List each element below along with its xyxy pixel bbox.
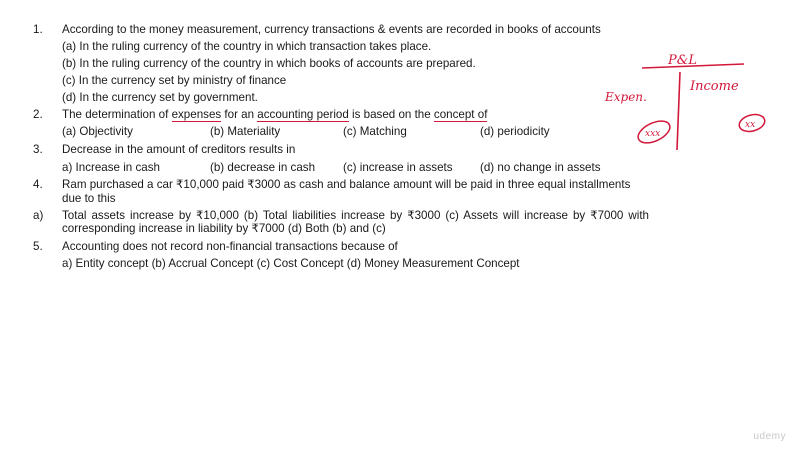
left-circle (635, 117, 673, 148)
text-part: is based on the (348, 108, 434, 121)
option-b: (b) decrease in cash (210, 161, 316, 174)
annotation-header: P&L (668, 53, 697, 68)
t-account-top-line (642, 64, 744, 68)
question-number: 2. (33, 108, 43, 121)
answer-label: a) (33, 209, 44, 222)
text-part: for an (221, 108, 258, 121)
annotation-left-circle: xxx (645, 129, 661, 139)
option-a: (a) Objectivity (62, 125, 133, 138)
text-part: The determination of (62, 108, 172, 121)
underlined-accounting-period: accounting period (257, 108, 349, 121)
question-text: Accounting does not record non-financial transactions because of (62, 240, 398, 253)
question-text: According to the money measurement, currency transactions & events are recorded in books of accounts (62, 23, 601, 36)
option-c: (c) increase in assets (343, 161, 453, 174)
watermark-logo: udemy (753, 431, 786, 442)
question-number: 1. (33, 23, 43, 36)
options-text: a) Entity concept (b) Accrual Concept (c) Cost Concept (d) Money Measurement Concept (62, 257, 520, 270)
question-number: 4. (33, 178, 43, 191)
underlined-concept-of: concept of (433, 108, 488, 121)
annotation-left: Expen. (605, 90, 647, 104)
question-number: 5. (33, 240, 43, 253)
answer-text: corresponding increase in liability by ₹7000 (d) Both (b) and (c) (62, 222, 386, 235)
answer-text: Total assets increase by ₹10,000 (b) Total liabilities increase by ₹3000 (c) Assets will increase by ₹7000 with (62, 209, 649, 222)
annotation-right: Income (690, 79, 739, 94)
option-d: (d) no change in assets (480, 161, 601, 174)
right-circle (737, 112, 766, 134)
option-a: a) Increase in cash (62, 161, 160, 174)
question-number: 3. (33, 143, 43, 156)
option-b: (b) Materiality (210, 125, 281, 138)
question-text: due to this (62, 192, 116, 205)
option-c: (c) In the currency set by ministry of finance (62, 74, 287, 87)
question-text: Decrease in the amount of creditors results in (62, 143, 296, 156)
option-d: (d) In the currency set by government. (62, 91, 258, 104)
t-account-vertical-line (677, 72, 680, 150)
underlined-expenses: expenses (171, 108, 222, 121)
option-a: (a) In the ruling currency of the country in which transaction takes place. (62, 40, 432, 53)
option-b: (b) In the ruling currency of the country in which books of accounts are prepared. (62, 57, 476, 70)
question-text: Ram purchased a car ₹10,000 paid ₹3000 as cash and balance amount will be paid in three equal installments (62, 178, 631, 191)
annotation-right-circle: xx (745, 120, 756, 130)
option-d: (d) periodicity (480, 125, 550, 138)
option-c: (c) Matching (343, 125, 407, 138)
question-text (62, 108, 487, 122)
